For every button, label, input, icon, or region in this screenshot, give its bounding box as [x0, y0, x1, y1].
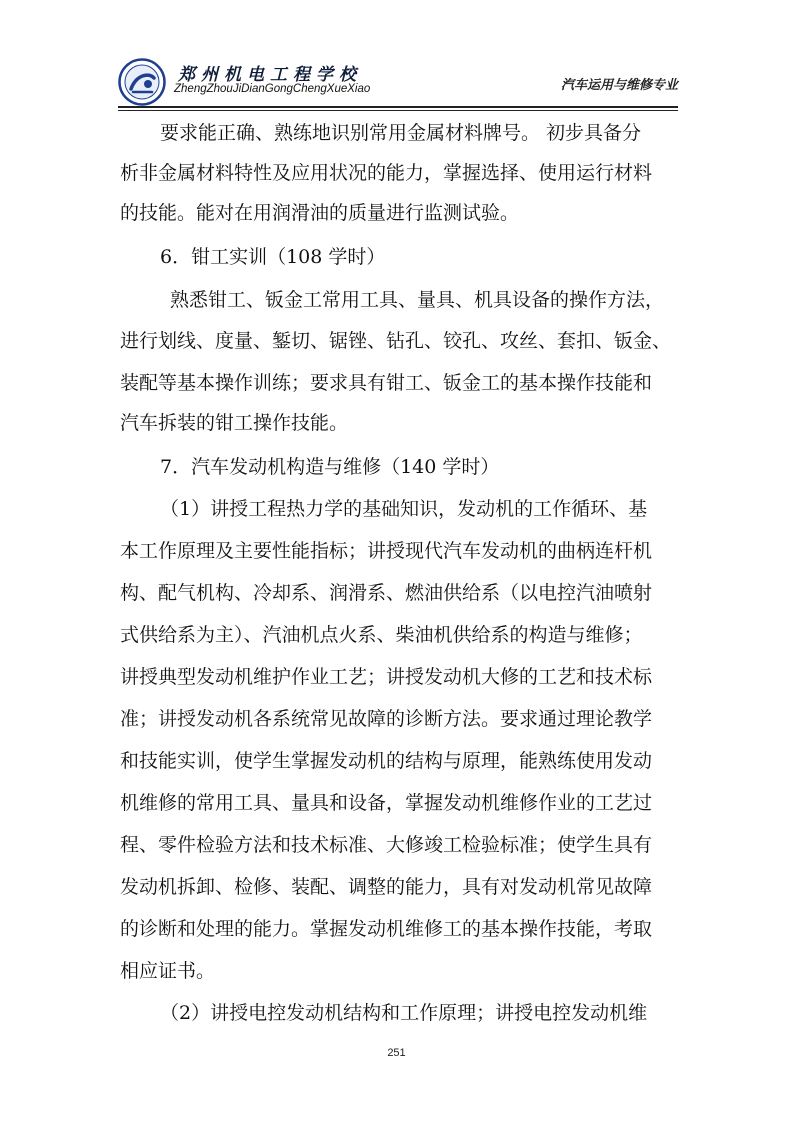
page-header: [118, 52, 678, 108]
body-line: 讲授典型发动机维护作业工艺；讲授发动机大修的工艺和技术标: [120, 666, 653, 688]
body-line: （2）讲授电控发动机结构和工作原理；讲授电控发动机维: [160, 1002, 648, 1024]
header-rule-thick: [118, 106, 678, 108]
header-rule-thin: [118, 110, 678, 111]
section-heading: 7．汽车发动机构造与维修（140 学时）: [160, 456, 500, 478]
body-line: 发动机拆卸、检修、装配、调整的能力，具有对发动机常见故障: [120, 876, 653, 898]
body-line: 准；讲授发动机各系统常见故障的诊断方法。要求通过理论教学: [120, 708, 653, 730]
section-heading: 6．钳工实训（108 学时）: [160, 246, 386, 268]
school-logo-icon: [118, 58, 166, 106]
body-line: 和技能实训，使学生掌握发动机的结构与原理，能熟练使用发动: [120, 750, 653, 772]
body-line: 构、配气机构、冷却系、润滑系、燃油供给系（以电控汽油喷射: [120, 582, 653, 604]
major-name: 汽车运用与维修专业: [560, 78, 678, 93]
body-line: 进行划线、度量、錾切、锯锉、钻孔、铰孔、攻丝、套扣、钣金、: [120, 330, 672, 352]
body-line: 的诊断和处理的能力。掌握发动机维修工的基本操作技能，考取: [120, 918, 653, 940]
school-name-en: ZhengZhouJiDianGongChengXueXiao: [174, 83, 371, 95]
body-line: 的技能。能对在用润滑油的质量进行监测试验。: [120, 202, 520, 224]
page-number: 251: [387, 1047, 406, 1059]
body-line: 汽车拆装的钳工操作技能。: [120, 412, 349, 434]
body-line: 式供给系为主）、汽油机点火系、柴油机供给系的构造与维修；: [120, 624, 643, 646]
body-line: 要求能正确、熟练地识别常用金属材料牌号。 初步具备分: [160, 122, 642, 144]
body-line: 相应证书。: [120, 960, 216, 982]
body-line: （1）讲授工程热力学的基础知识，发动机的工作循环、基: [160, 498, 648, 520]
body-line: 析非金属材料特性及应用状况的能力，掌握选择、使用运行材料: [120, 162, 653, 184]
body-line: 熟悉钳工、钣金工常用工具、量具、机具设备的操作方法，: [170, 289, 665, 311]
body-line: 机维修的常用工具、量具和设备，掌握发动机维修作业的工艺过: [120, 792, 653, 814]
body-line: 程、零件检验方法和技术标准、大修竣工检验标准；使学生具有: [120, 834, 653, 856]
body-line: 装配等基本操作训练；要求具有钳工、钣金工的基本操作技能和: [120, 372, 653, 394]
body-line: 本工作原理及主要性能指标；讲授现代汽车发动机的曲柄连杆机: [120, 540, 653, 562]
school-name-cn: 郑州机电工程学校: [178, 65, 362, 85]
